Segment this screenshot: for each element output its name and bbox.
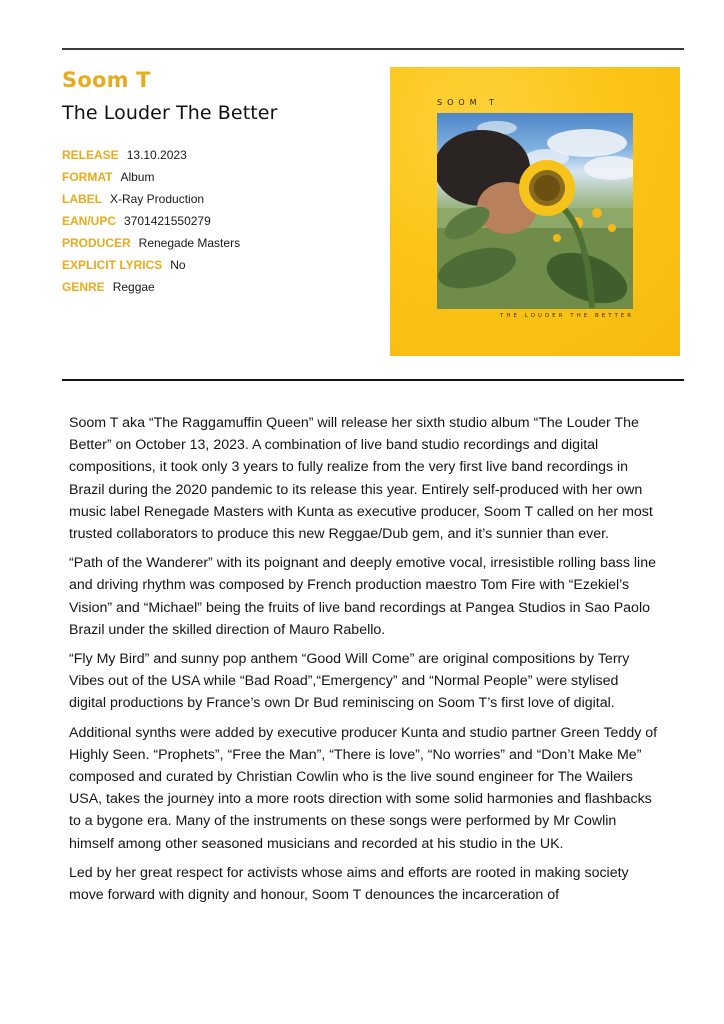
sunflower-photo-illustration — [437, 113, 633, 309]
metadata-value: No — [170, 258, 186, 272]
metadata-value: 3701421550279 — [124, 214, 211, 228]
metadata-key: GENRE — [62, 280, 105, 294]
metadata-row-explicit-lyrics — [62, 256, 240, 278]
release-metadata-list — [62, 146, 240, 300]
metadata-row-ean-upc — [62, 212, 240, 234]
metadata-value: 13.10.2023 — [126, 148, 187, 162]
metadata-row-producer — [62, 234, 240, 256]
album-cover-image — [390, 67, 680, 356]
metadata-row-genre — [62, 278, 240, 300]
cover-artist-text: SOOM T — [437, 98, 500, 107]
metadata-key: EXPLICIT LYRICS — [62, 258, 163, 272]
metadata-value: Album — [120, 170, 155, 184]
body-paragraph: Additional synths were added by executive producer Kunta and studio partner Green Teddy of Highly Seen. “Prophets”, “Free the Man”, “There is love”, “No worries” and “Don’t Make Me” composed and curated by Christian Cowlin who is the live sound engineer for The Wailers USA, takes the journey into a more roots direction with some solid harmonies and flashbacks to a bygone era. Many of the instruments on these songs were performed by Mr Cowlin himself among other seasoned musicians and recorded at his studio in the UK. — [69, 724, 658, 852]
album-title: The Louder The Better — [62, 102, 278, 124]
metadata-key: PRODUCER — [62, 236, 131, 250]
metadata-key: FORMAT — [62, 170, 113, 184]
body-paragraph: “Path of the Wanderer” with its poignant and deeply emotive vocal, irresistible rolling bass line and driving rhythm was composed by French production maestro Tom Fire with “Ezekiel’s Vision” and “Michael” being the fruits of live band recordings at Pangea Studios in Sao Paolo Brazil under the skilled direction of Mauro Rabello. — [69, 555, 656, 638]
metadata-value: Renegade Masters — [138, 236, 241, 250]
section-divider — [62, 379, 684, 381]
body-paragraph: “Fly My Bird” and sunny pop anthem “Good Will Come” are original compositions by Terry Vibes out of the USA while “Bad Road”,“Emergency” and “Normal People” were stylised digital productions by France’s own Dr Bud reminiscing on Soom T’s first love of digital. — [69, 651, 630, 712]
metadata-row-release — [62, 146, 240, 168]
metadata-row-label — [62, 190, 240, 212]
metadata-value: Reggae — [112, 280, 155, 294]
body-paragraph: Soom T aka “The Raggamuffin Queen” will release her sixth studio album “The Louder The Better” on October 13, 2023. A combination of live band studio recordings and digital compositions, it took only 3 years to fully realize from the very first live band recordings in Brazil during the 2020 pandemic to its release this year. Entirely self-produced with her own music label Renegade Masters with Kunta as executive producer, Soom T called on her most trusted collaborators to produce this new Reggae/Dub gem, and it’s sunnier than ever. — [69, 415, 653, 543]
metadata-key: LABEL — [62, 192, 102, 206]
metadata-key: EAN/UPC — [62, 214, 117, 228]
press-release-body — [69, 412, 659, 913]
top-divider — [62, 48, 684, 50]
metadata-row-format — [62, 168, 240, 190]
artist-name: Soom T — [62, 68, 151, 92]
cover-title-text: THE LOUDER THE BETTER — [500, 313, 635, 319]
body-paragraph: Led by her great respect for activists whose aims and efforts are rooted in making society move forward with dignity and honour, Soom T denounces the incarceration of — [69, 864, 629, 904]
metadata-key: RELEASE — [62, 148, 119, 162]
cover-photo — [437, 113, 633, 309]
metadata-value: X-Ray Production — [110, 192, 205, 206]
